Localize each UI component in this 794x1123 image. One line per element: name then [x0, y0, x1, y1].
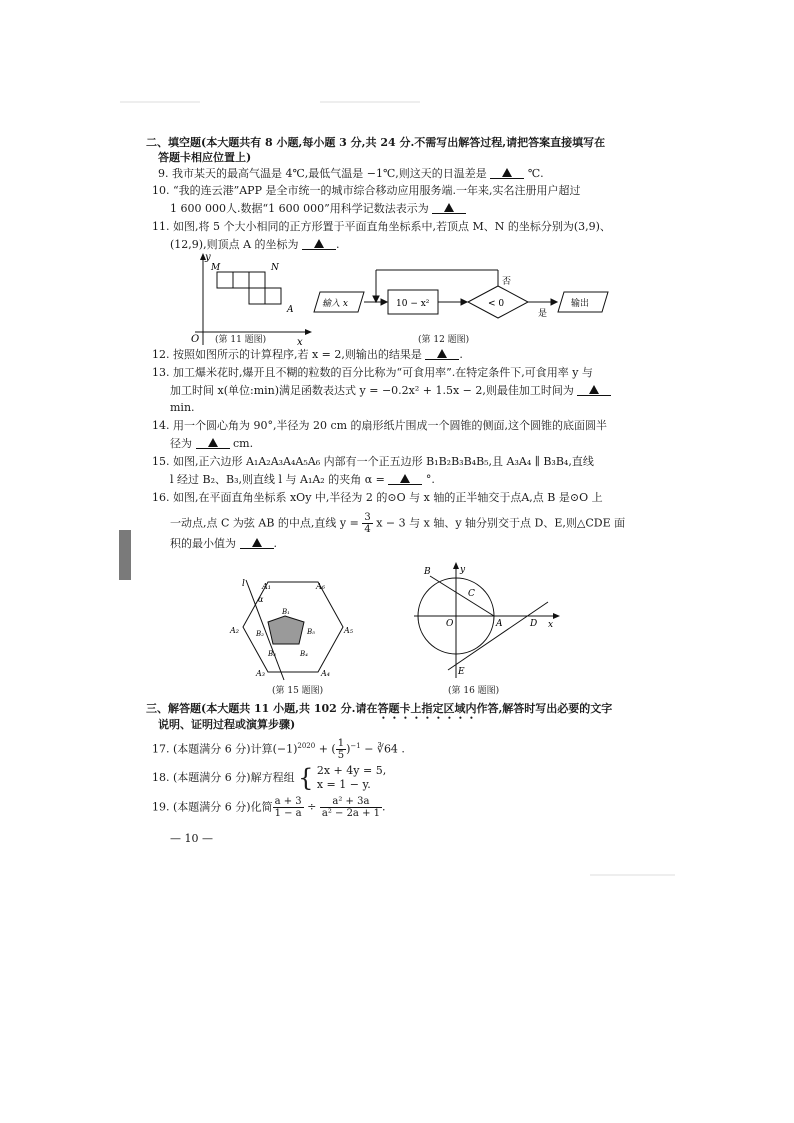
q12: 12. 按照如图所示的计算程序,若 x = 2,则输出的结果是 .	[152, 348, 463, 361]
svg-text:B₄: B₄	[300, 650, 308, 658]
figure-15	[228, 572, 378, 684]
flow-expr-label: 10 − x²	[396, 299, 430, 309]
svg-text:B₅: B₅	[307, 628, 315, 636]
svg-text:A₆: A₆	[316, 582, 325, 591]
fraction-a2-quadratic: $\frac{\text{a² + 3a}}{\text{a² − 2a + 1}}$	[321, 796, 380, 819]
triangle-icon	[444, 203, 454, 212]
triangle-icon	[502, 168, 512, 177]
answer-blank[interactable]	[577, 384, 611, 396]
fig11-caption-text: (第 11 题图)	[215, 335, 267, 345]
svg-text:E: E	[458, 667, 465, 677]
q10-line2: 1 600 000人.数据“1 600 000”用科学记数法表示为	[170, 202, 466, 216]
footer-scan-marks	[590, 870, 680, 880]
svg-text:D: D	[530, 619, 538, 629]
answer-blank[interactable]	[388, 473, 422, 485]
q18: 18. (本题满分 6 分)解方程组 { 2x + 4y = 5, x = 1 − y.	[152, 764, 387, 792]
q16-line1: 16. 如图,在平面直角坐标系 xOy 中,半径为 2 的⊙O 与 x 轴的正半轴交于点A,点 B 是⊙O 上	[152, 491, 603, 504]
fig16-caption: (第 16 题图)	[448, 686, 500, 696]
triangle-icon	[252, 538, 262, 547]
svg-text:O: O	[446, 619, 454, 629]
fig11-n-label: N	[271, 263, 279, 273]
fig15-caption: (第 15 题图)	[272, 686, 324, 696]
figure-12-flowchart	[310, 262, 620, 332]
triangle-icon	[400, 474, 410, 483]
triangle-icon	[314, 239, 324, 248]
scan-margin-bar	[119, 530, 131, 580]
svg-text:A₃: A₃	[256, 669, 265, 678]
triangle-icon	[437, 349, 447, 358]
section3-title-cont: 说明、证明过程或演算步骤)	[158, 718, 296, 731]
q15-line2: l 经过 B₂、B₃,则直线 l 与 A₁A₂ 的夹角 α = °.	[170, 473, 435, 486]
svg-text:A₄: A₄	[321, 669, 330, 678]
q14-line1: 14. 用一个圆心角为 90°,半径为 20 cm 的扇形纸片围成一个圆锥的侧面,这个圆锥的底面圆半	[152, 419, 608, 432]
fig11-x-label: x	[297, 337, 303, 348]
q13-line1: 13. 加工爆米花时,爆开且不糊的粒数的百分比称为“可食用率”.在特定条件下,可食用率 y 与	[152, 366, 593, 379]
answer-blank[interactable]	[302, 238, 336, 250]
q17: 17. (本题满分 6 分)计算$(-1)^{2020}$ + ( $\frac{1}{5}$ )$^{-1}$ − ∛64 .	[152, 738, 405, 761]
flow-no-label: 否	[502, 277, 512, 287]
q15-line1: 15. 如图,正六边形 A₁A₂A₃A₄A₅A₆ 内部有一个正五边形 B₁B₂B₃B₄B₅,且 A₃A₄ ∥ B₃B₄,直线	[152, 455, 594, 468]
fig11-o-label: O	[191, 334, 200, 345]
svg-text:B₃: B₃	[268, 650, 276, 658]
svg-text:A: A	[496, 619, 503, 629]
line-de	[448, 602, 548, 670]
fraction-3-4: $\frac{3}{4}$	[364, 512, 371, 535]
chord-ab	[430, 576, 494, 616]
svg-text:l: l	[242, 579, 245, 589]
flow-cond-label: < 0	[488, 299, 505, 309]
fig11-a-label: A	[287, 305, 294, 315]
svg-text:A₅: A₅	[344, 626, 353, 635]
triangle-icon	[208, 438, 218, 447]
svg-text:x: x	[548, 620, 554, 630]
q16-line2: 一动点,点 C 为弦 AB 的中点,直线 y = $\frac{3}{4}$ x − 3 与 x 轴、y 轴分别交于点 D、E,则△CDE 面	[170, 512, 626, 535]
q13-line3: min.	[170, 401, 195, 414]
triangle-icon	[589, 385, 599, 394]
svg-text:y: y	[460, 565, 466, 575]
q11-line1: 11. 如图,将 5 个大小相同的正方形置于平面直角坐标系中,若顶点 M、N 的坐标分别为(3,9)、	[152, 220, 611, 233]
q16-line3: 积的最小值为 .	[170, 537, 277, 550]
svg-text:B₂: B₂	[256, 630, 264, 638]
svg-text:A₁: A₁	[262, 582, 271, 591]
fraction-a3-1a: $\frac{a + 3}{1 - a}$	[274, 796, 302, 819]
flow-output-label: 输出	[571, 299, 590, 309]
svg-text:B₁: B₁	[282, 608, 290, 616]
svg-text:α: α	[258, 595, 264, 604]
section2-title: 二、填空题(本大题共有 8 小题,每小题 3 分,共 24 分.不需写出解答过程,请把答案直接填写在	[146, 136, 606, 149]
svg-text:A₂: A₂	[230, 626, 239, 635]
answer-blank[interactable]	[432, 202, 466, 214]
svg-text:B: B	[424, 567, 431, 577]
fig12-caption: (第 12 题图)	[418, 335, 470, 345]
answer-blank[interactable]	[196, 437, 230, 449]
section2-title-cont: 答题卡相应位置上)	[158, 151, 252, 164]
svg-text:C: C	[468, 589, 475, 599]
flow-yes-label: 是	[538, 309, 548, 319]
fig11-y-label: y	[205, 252, 211, 263]
section3-title: 三、解答题(本大题共 11 小题,共 102 分.请在答题卡上指定区域内作答,解答时写出必要的文字	[146, 702, 613, 715]
fig11-m-label: M	[211, 263, 221, 273]
header-scan-marks	[120, 96, 680, 108]
q14-line2: 径为 cm.	[170, 437, 254, 450]
flow-input-label: 输入 x	[322, 299, 348, 309]
q19: 19. (本题满分 6 分)化简 $\frac{a + 3}{1 - a}$ ÷ $\frac{\text{a² + 3a}}{\text{a² − 2a + 1}}$ .	[152, 796, 386, 819]
fraction-1-5: $\frac{1}{5}$	[337, 738, 345, 761]
q13-line2: 加工时间 x(单位:min)满足函数表达式 y = −0.2x² + 1.5x − 2,则最佳加工时间为	[170, 384, 611, 398]
answer-blank[interactable]	[490, 167, 524, 179]
q9: 9. 我市某天的最高气温是 4℃,最低气温是 −1℃,则这天的日温差是 ℃.	[158, 167, 544, 180]
q10-line1: 10. “我的连云港”APP 是全市统一的城市综合移动应用服务端.一年来,实名注册用户超过	[152, 184, 581, 197]
figure-16	[408, 560, 568, 682]
page-number: — 10 —	[170, 832, 213, 845]
answer-blank[interactable]	[240, 537, 274, 549]
answer-blank[interactable]	[425, 348, 459, 360]
pentagon	[268, 616, 304, 644]
q11-line2: (12,9),则顶点 A 的坐标为 .	[170, 238, 340, 251]
